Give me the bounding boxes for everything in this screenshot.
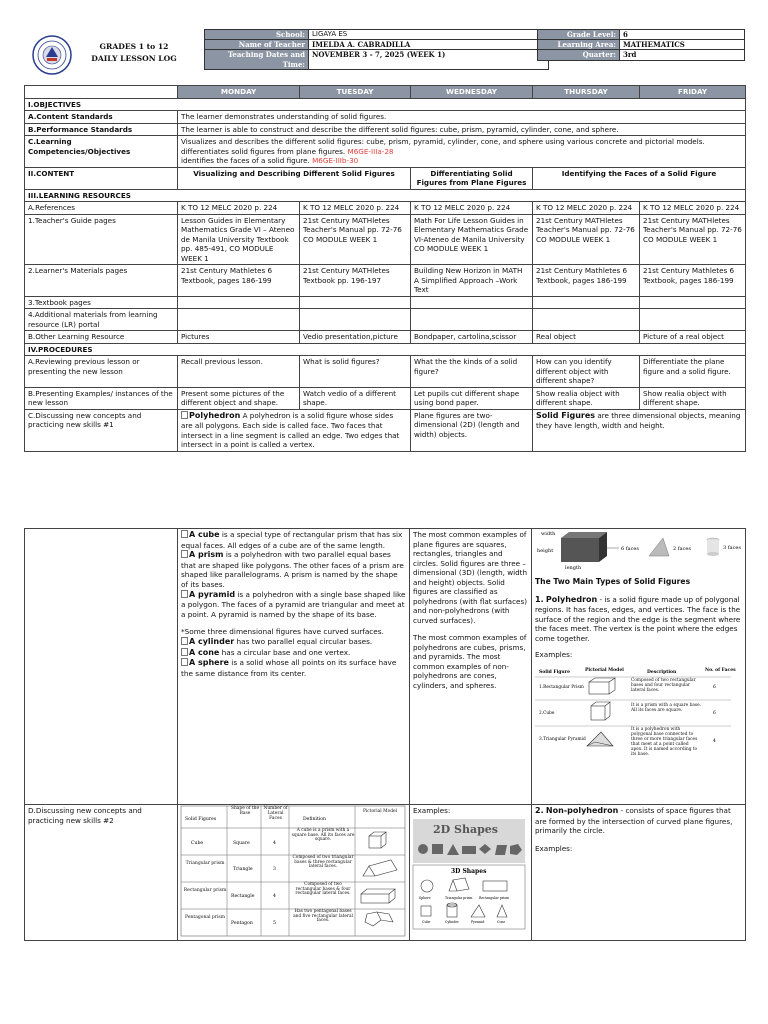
quarter-label: Quarter: [538, 50, 620, 60]
svg-text:Solid Figures: Solid Figures [185, 817, 217, 822]
references-label: A.References [25, 202, 178, 215]
lesson-log-table [24, 85, 746, 452]
solid-types-cell [532, 529, 746, 805]
other-resource-thu: Real object [533, 331, 640, 344]
fig-label-length: length [565, 565, 582, 571]
other-resource-fri: Picture of a real object [640, 331, 746, 344]
def-sphere: A sphere is a solid whose all points on its surface have the same distance from its center. [181, 658, 397, 678]
lr-portal-label: 4.Additional materials from learning resource (LR) portal [25, 309, 178, 331]
svg-text:Cone: Cone [497, 919, 506, 924]
procedure-c-thu-fri: Solid Figures are three dimensional objects, meaning they have length, width and height. [533, 409, 746, 451]
procedure-a-tue: What is solid figures? [300, 356, 411, 388]
svg-text:3.Triangular Pyramid: 3.Triangular Pyramid [539, 736, 586, 742]
performance-standards-label: B.Performance Standards [25, 123, 178, 136]
procedure-d-label: D.Discussing new concepts and practicing new skills #2 [25, 805, 178, 941]
references-thu: K TO 12 MELC 2020 p. 224 [533, 202, 640, 215]
teacher-value: IMELDA A. CABRADILLA [309, 40, 549, 50]
non-polyhedron-definition: 2. Non-polyhedron - consists of space figures that are formed by the intersection of curved plane figures, primarily the circle. [535, 806, 733, 836]
plane-vs-solid-cell [410, 529, 532, 805]
other-resource-tue: Vedio presentation,picture [300, 331, 411, 344]
header-info-left [204, 29, 549, 70]
day-wednesday: WEDNESDAY [411, 86, 533, 99]
svg-text:Cube: Cube [191, 841, 204, 846]
learners-materials-fri: 21st Century Mathletes 6 Textbook, pages 186-199 [640, 265, 746, 297]
fig-label-3-faces: 3 faces [723, 545, 741, 551]
learners-materials-mon: 21st Century Mathletes 6 Textbook, pages 186-199 [178, 265, 300, 297]
svg-text:4: 4 [273, 841, 276, 846]
procedure-a-thu: How can you identify different object with different shape? [533, 356, 640, 388]
svg-text:2.Cube: 2.Cube [539, 710, 555, 716]
svg-text:4: 4 [713, 738, 716, 744]
procedure-a-wed: What the the kinds of a solid figure? [411, 356, 533, 388]
svg-text:Square: Square [233, 841, 250, 846]
svg-text:Cylinder: Cylinder [445, 919, 459, 924]
svg-text:Pyramid: Pyramid [471, 919, 485, 924]
competencies-text [178, 136, 746, 168]
non-polyhedron-examples-label: Examples: [535, 843, 573, 853]
school-value: LIGAYA ES [309, 30, 549, 40]
polyhedron-definition: 1. Polyhedron - is a solid figure made up of polygonal regions. It has faces, edges, and vertices. The face is the surface of the region and the edge is the segment where the faces meet. The vertex is the point where the edges come together. [535, 594, 741, 643]
def-cone: A cone has a circular base and one vertex. [181, 648, 406, 659]
competency-code-2: M6GE-IIIa-28 [347, 146, 394, 156]
procedure-a-mon: Recall previous lesson. [178, 356, 300, 388]
fig-label-width: width [541, 531, 556, 537]
dates-value: NOVEMBER 3 - 7, 2025 (WEEK 1) [309, 50, 549, 69]
svg-text:No. of Faces: No. of Faces [705, 667, 736, 673]
svg-text:1.Rectangular Prism: 1.Rectangular Prism [539, 684, 584, 690]
references-wed: K TO 12 MELC 2020 p. 224 [411, 202, 533, 215]
polyhedron-examples-table: Solid Figure Pictorial Model Description No. of Faces 1.Rectangular Prism Composed of two rectangular bases and four rectangular lateral faces. 6 2.Cube It is a prism with a square base. All its faces are square. 6 3.Triangular Pyramid It is a polyhedron with polygonal base connected to three or more triangular faces that meet at a point called apex. It is named according to its base. 4 [539, 667, 736, 757]
def-cylinder: A cylinder has two parallel equal circular bases. [181, 637, 406, 648]
procedure-a-label: A.Reviewing previous lesson or presenting the new lesson [25, 356, 178, 388]
procedure-c-label: C.Discussing new concepts and practicing new skills #1 [25, 409, 178, 451]
def-prism: A prism is a polyhedron with two parallel equal bases that are shaped like polygons. The other faces of a prism are shaped like parallelograms. A prism is named by the shape of its bases. [181, 550, 404, 589]
fig-label-6-faces: 6 faces [621, 546, 639, 552]
teachers-guide-fri: 21st Century MATHletes Teacher's Manual pp. 72-76 CO MODULE WEEK 1 [640, 214, 746, 265]
svg-text:6: 6 [713, 710, 716, 716]
bullet-box-icon [181, 648, 188, 656]
grade-level-label: Grade Level: [538, 30, 620, 40]
bullet-box-icon [181, 530, 188, 538]
non-polyhedron-cell [532, 805, 746, 941]
title-line-2: DAILY LESSON LOG [91, 54, 177, 64]
svg-text:Rectangular prism: Rectangular prism [479, 895, 510, 900]
teachers-guide-label: 1.Teacher's Guide pages [25, 214, 178, 265]
content-label: II.CONTENT [25, 167, 178, 189]
other-resource-wed: Bondpaper, cartolina,scissor [411, 331, 533, 344]
competency-1: Visualizes and describes the different solid figures: cube, prism, pyramid, cylinder, cone, and sphere using various concrete and pictorial models. [181, 137, 705, 146]
wed-examples-label: Examples: [413, 806, 451, 815]
lesson-log-table-continued [24, 528, 746, 941]
procedure-c-mon-tue: Polyhedron A polyhedron is a solid figure whose sides are all polygons. Each side is called face. Two faces that intersect in a line segment is called an edge. Two edges that intersect in a point is called a vertex. [178, 409, 411, 451]
fig-label-2-faces: 2 faces [673, 546, 691, 552]
header-info-right [537, 29, 745, 61]
learning-area-label: Learning Area: [538, 40, 620, 50]
svg-text:3: 3 [273, 867, 276, 872]
def-pyramid: A pyramid is a polyhedron with a single base shaped like a polygon. The faces of a pyramid are triangular and meet at a point. A pyramid is named by the shape of its base. [181, 589, 406, 619]
procedures-heading: IV.PROCEDURES [25, 343, 746, 356]
content-wed: Differentiating Solid Figures from Plane Figures [411, 167, 533, 189]
bullet-box-icon [181, 658, 188, 666]
bullet-box-icon [181, 550, 188, 558]
procedure-c-wed: Plane figures are two-dimensional (2D) (length and width) objects. [411, 409, 533, 451]
quarter-value: 3rd [620, 50, 745, 60]
svg-text:Rectangle: Rectangle [231, 894, 255, 899]
prism-types-table: Solid Figures Shape of the Base Number of Lateral Faces Definition Pictorial Model Cube Square 4 A cube is a prism with a square base. All its faces are square. Triangular prism Triangle 3 Composed of two triangular bases & three rectangular lateral faces. Rectangular prism Rectangle 4 Composed of two rectangular bases & four rectangular lateral faces. Pentagonal prism Pentagon 5 Has two pentagonal bases and five rectangular lateral faces. [181, 806, 405, 936]
day-friday: FRIDAY [640, 86, 746, 99]
references-fri: K TO 12 MELC 2020 p. 224 [640, 202, 746, 215]
competency-2: differentiates solid figures from plane figures. M6GE-IIIa-28 [181, 146, 394, 156]
teachers-guide-wed: Math For Life Lesson Guides in Elementary Mathematics Grade VI-Ateneo de Manila University CO MODULE WEEK 1 [411, 214, 533, 265]
grade-level-value: 6 [620, 30, 745, 40]
fig-label-height: height [537, 548, 554, 554]
shapes-examples-cell [410, 805, 532, 941]
examples-label: Examples: [535, 650, 573, 660]
shapes-2d-3d-chart [413, 819, 525, 929]
svg-text:Definition: Definition [303, 817, 326, 822]
performance-standards-text: The learner is able to construct and describe the different solid figures: cube, prism, pyramid, cylinder, cone, and sphere. [178, 123, 746, 136]
procedure-b-label: B.Presenting Examples/ instances of the new lesson [25, 387, 178, 409]
solid-figures-term: Solid Figures [536, 410, 596, 420]
procedure-b-wed: Let pupils cut different shape using bond paper. [411, 387, 533, 409]
school-label: School: [205, 30, 309, 40]
teachers-guide-tue: 21st Century MATHletes Teacher's Manual pp. 72-76 CO MODULE WEEK 1 [300, 214, 411, 265]
svg-text:Pentagon: Pentagon [231, 921, 253, 926]
shapes-2d-title: 2D Shapes [433, 822, 498, 836]
document-header [24, 27, 745, 85]
polyhedron-term: Polyhedron [189, 410, 241, 420]
competencies-label: C.Learning Competencies/Objectives [25, 136, 178, 168]
procedure-b-fri: Show realia object with different shape. [640, 387, 746, 409]
svg-text:5: 5 [273, 921, 276, 926]
content-thu-fri: Identifying the Faces of a Solid Figure [533, 167, 746, 189]
content-standards-text: The learner demonstrates understanding of solid figures. [178, 111, 746, 124]
wed-paragraph-1: The most common examples of plane figures are squares, rectangles, triangles and circles. Solid figures are three – dimensional (3D) (length, width and height) objects. Solid figures are classified as polyhedrons (with flat surfaces) and non-polyhedrons (with curved surfaces). [413, 530, 528, 625]
svg-text:Sphere: Sphere [419, 895, 431, 900]
dates-label: Teaching Dates and Time: [205, 50, 309, 69]
competency-3: identifies the faces of a solid figure. M6GE-IIIb-30 [181, 156, 359, 165]
procedure-b-mon: Present some pictures of the different object and shape. [178, 387, 300, 409]
day-header-row [25, 86, 746, 99]
references-mon: K TO 12 MELC 2020 p. 224 [178, 202, 300, 215]
day-thursday: THURSDAY [533, 86, 640, 99]
bullet-box-icon [181, 590, 188, 598]
svg-text:Pictorial Model: Pictorial Model [585, 667, 624, 673]
solid-definitions-cell [178, 529, 410, 805]
learners-materials-label: 2.Learner's Materials pages [25, 265, 178, 297]
svg-text:4: 4 [273, 894, 276, 899]
prism-table-cell [178, 805, 410, 941]
other-resource-mon: Pictures [178, 331, 300, 344]
resources-heading: III.LEARNING RESOURCES [25, 189, 746, 202]
lesson-log-page-1 [24, 27, 745, 452]
day-monday: MONDAY [178, 86, 300, 99]
bullet-box-icon [181, 411, 188, 419]
learners-materials-tue: 21st Century MATHletes Textbook pp. 196-197 [300, 265, 411, 297]
textbook-pages-label: 3.Textbook pages [25, 296, 178, 309]
document-title [74, 41, 194, 65]
teachers-guide-thu: 21st Century MATHletes Teacher's Manual pp. 72-76 CO MODULE WEEK 1 [533, 214, 640, 265]
svg-text:Triangular prism: Triangular prism [445, 895, 473, 900]
svg-text:Cube: Cube [422, 919, 431, 924]
svg-text:6: 6 [713, 684, 716, 690]
procedure-b-tue: Watch vedio of a different shape. [300, 387, 411, 409]
objectives-heading: I.OBJECTIVES [25, 98, 746, 111]
curved-surfaces-note: *Some three dimensional figures have curved surfaces. [181, 627, 384, 637]
lesson-log-page-2 [24, 528, 745, 941]
two-types-heading: The Two Main Types of Solid Figures [535, 576, 691, 586]
other-resource-label: B.Other Learning Resource [25, 331, 178, 344]
svg-text:Solid Figure: Solid Figure [539, 669, 570, 675]
competency-code-3: M6GE-IIIb-30 [312, 156, 359, 165]
learners-materials-thu: 21st Century Mathletes 6 Textbook, pages 186-199 [533, 265, 640, 297]
learners-materials-wed: Building New Horizon in MATH A Simplified Approach –Work Text [411, 265, 533, 297]
content-standards-label: A.Content Standards [25, 111, 178, 124]
references-tue: K TO 12 MELC 2020 p. 224 [300, 202, 411, 215]
learning-area-value: MATHEMATICS [620, 40, 745, 50]
title-line-1: GRADES 1 to 12 [99, 42, 169, 51]
content-mon-tue: Visualizing and Describing Different Solid Figures [178, 167, 411, 189]
svg-text:Description: Description [647, 669, 677, 675]
wed-paragraph-2: The most common examples of polyhedrons are cubes, prisms, and pyramids. The most common examples of non-polyhedrons are cones, cylinders, and spheres. [413, 633, 527, 690]
day-tuesday: TUESDAY [300, 86, 411, 99]
teacher-label: Name of Teacher [205, 40, 309, 50]
bullet-box-icon [181, 637, 188, 645]
shapes-3d-title: 3D Shapes [451, 867, 487, 875]
procedure-a-fri: Differentiate the plane figure and a solid figure. [640, 356, 746, 388]
svg-text:Triangle: Triangle [233, 867, 253, 872]
deped-seal-icon [32, 35, 72, 75]
def-cube: A cube is a special type of rectangular prism that has six equal faces. All edges of a cube are of the same length. [181, 530, 403, 550]
procedure-b-thu: Show realia object with different shape. [533, 387, 640, 409]
teachers-guide-mon: Lesson Guides in Elementary Mathematics Grade VI – Ateneo de Manila University Textbook pp. 485-491, CO MODULE WEEK 1 [178, 214, 300, 265]
solid-faces-figure [535, 530, 741, 570]
